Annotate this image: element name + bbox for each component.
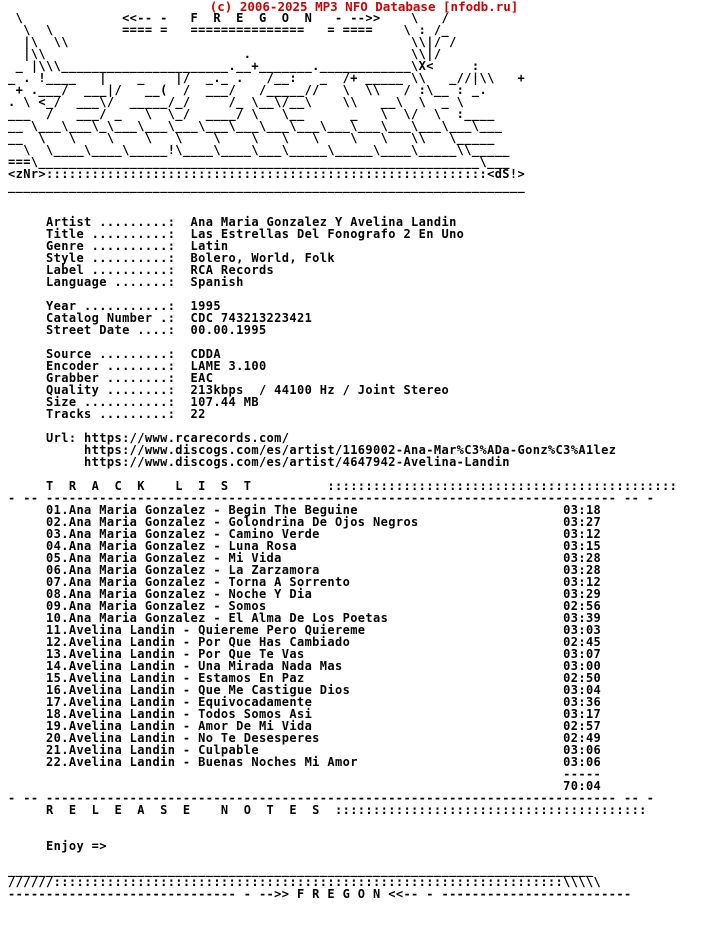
site-header-title: (c) 2006-2025 MP3 NFO Database [nfodb.ru] [209,0,519,14]
nfo-text-body: \ <<-- - F R E G O N - -->> \ / \ \ ==== = =============== = ==== \ : /_ |\ \\ \\|/ / |\\ . \\|/ _ |\\\______________________.__+_______.____________\X< : _ . !____ | _ |/ _._ . /__: _ /+ _____ \\ _//|\\ + + .___/ ___|/ __( / ___/ /_____// \ \\ / :\__ : _. . \ <_/ ___\/ _____/_/ /_ \__\/__\ \\ __\ \ _ \ ___ / ___/ _ \ \_/ ____/ \ \__ _ \ \/ \ :____ __ \___\___\_\___\___\___\___\___\___\___\___\___\___\___\___\___ __ \ \ \ \ \ \ \ \ \ \ \ \\ \_____ \ \____\____\_____!\____\____\___\_____\_____\____\_____\\_____ ===\__________________________________________________________\___ <zNr>::::::::::::::::::::::::::::::::::::::::::::::::::::::::::<dS!> ____________________________________________________________________ Artist .........: Ana Maria Gonzalez Y Avelina Landin Title ..........: Las Estrellas Del Fonografo 2 En Uno Genre ..........: Latin Style ..........: Bolero, World, Folk Label ..........: RCA Records Language .......: Spanish Year ...........: 1995 Catalog Number .: CDC 743213223421 Street Date ....: 00.00.1995 Source .........: CDDA Encoder ........: LAME 3.100 Grabber ........: EAC Quality ........: 213kbps / 44100 Hz / Joint Stereo Size ...........: 107.44 MB Tracks .........: 22 Url: https://www.rcarecords.com/ https://www.discogs.com/es/artist/1169002-Ana-Mar%C3%ADa-Gonz%C3%A1lez https://www.discogs.com/es/artist/4647942-Avelina-Landin T R A C K L I S T :::::::::::::::::::::::::::::::::::::::::::::: - -- --------------------------------------------------------------------------- -- - 01.Ana Maria Gonzalez - Begin The Beguine 03:18 02.Ana Maria Gonzalez - Golondrina De Ojos Negros 03:27 03.Ana Maria Gonzalez - Camino Verde 03:12 04.Ana Maria Gonzalez - Luna Rosa 03:15 05.Ana Maria Gonzalez - Mi Vida 03:28 06.Ana Maria Gonzalez - La Zarzamora 03:28 07.Ana Maria Gonzalez - Torna A Sorrento 03:12 08.Ana Maria Gonzalez - Noche Y Dia 03:29 09.Ana Maria Gonzalez - Somos 02:56 10.Ana Maria Gonzalez - El Alma De Los Poetas 03:39 11.Avelina Landin - Quiereme Pero Quiereme 03:03 12.Avelina Landin - Por Que Has Cambiado 02:45 13.Avelina Landin - Por Que Te Vas 03:07 14.Avelina Landin - Una Mirada Nada Mas 03:00 15.Avelina Landin - Estamos En Paz 02:50 16.Avelina Landin - Que Me Castigue Dios 03:04 17.Avelina Landin - Equivocadamente 03:36 18.Avelina Landin - Todos Somos Asi 03:17 19.Avelina Landin - Amor De Mi Vida 02:57 20.Avelina Landin - No Te Desesperes 02:49 21.Avelina Landin - Culpable 03:06 22.Avelina Landin - Buenas Noches Mi Amor 03:06 ----- 70:04 - -- --------------------------------------------------------------------------- -- - R E L E A S E N O T E S ::::::::::::::::::::::::::::::::::::::::: Enjoy => _____________________________________________________________________________ //////:::::::::::::::::::::::::::::::::::::::::::::::::::::::::::::::::::\\\\\ ------------------------------ - -->> F R E G O N <<-- - ------------------------- [8,11,678,901]
